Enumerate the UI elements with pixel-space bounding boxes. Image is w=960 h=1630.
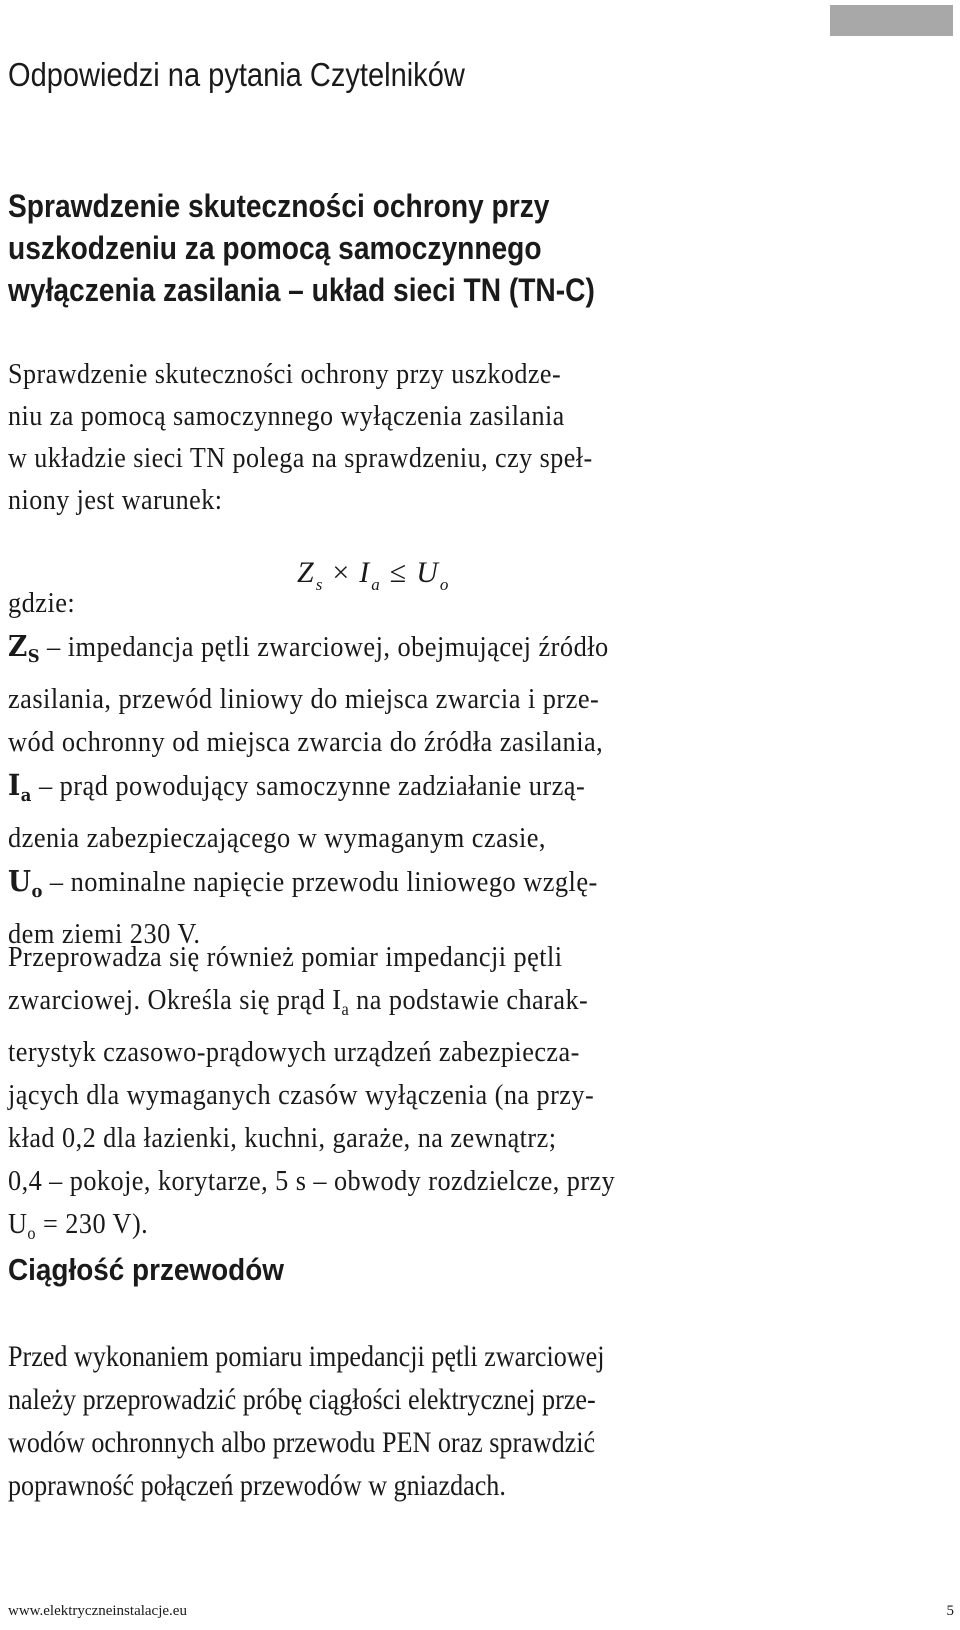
formula-u-sub: o — [439, 575, 449, 594]
definition-line: wód ochronny od miejsca zwarcia do źródła zasilania, — [8, 726, 604, 758]
article-title-line: wyłączenia zasilania – układ sieci TN (TN-C) — [8, 272, 595, 308]
article-title-line: Sprawdzenie skuteczności ochrony przy — [8, 188, 550, 224]
article-title — [8, 185, 888, 311]
article-title-line: uszkodzeniu za pomocą samoczynnego — [8, 230, 542, 266]
measurement-line: kład 0,2 dla łazienki, kuchni, garaże, na zewnątrz; — [8, 1122, 557, 1154]
intro-line: Sprawdzenie skuteczności ochrony przy uszkodze- — [8, 358, 562, 390]
definition-line: zasilania, przewód liniowy do miejsca zwarcia i prze- — [8, 683, 600, 715]
section-header: Odpowiedzi na pytania Czytelników — [8, 56, 465, 93]
definition-zs: $Z_S$ – impedancja pętli zwarciowej, obejmującej źródło — [8, 629, 609, 667]
footer-url: www.elektryczneinstalacje.eu — [8, 1603, 187, 1619]
formula-i-sub: a — [371, 575, 380, 594]
measurement-line: Przeprowadza się również pomiar impedancji pętli — [8, 941, 563, 973]
formula-i: I — [359, 556, 370, 589]
formula-z-sub: s — [315, 575, 323, 594]
continuity-line: należy przeprowadzić próbę ciągłości elektrycznej prze- — [8, 1383, 596, 1416]
where-label: gdzie: — [8, 587, 76, 619]
formula-z: Z — [297, 556, 314, 589]
measurement-line: 0,4 – pokoje, korytarze, 5 s – obwody rozdzielcze, przy — [8, 1165, 616, 1197]
intro-line: w układzie sieci TN polega na sprawdzeniu, czy speł- — [8, 442, 593, 474]
definition-ia: $I_a$ – prąd powodujący samoczynne zadziałanie urzą- — [8, 768, 586, 806]
intro-paragraph — [8, 353, 960, 521]
symbol-uo: $U_o$ — [8, 864, 43, 902]
measurement-line: jących dla wymaganych czasów wyłączenia (na przy- — [8, 1079, 595, 1111]
intro-line: niony jest warunek: — [8, 484, 223, 516]
definition-uo: $U_o$ – nominalne napięcie przewodu liniowego wzglę- — [8, 864, 598, 902]
formula-leq-sign: ≤ — [389, 556, 407, 589]
symbol-ia: $I_a$ — [8, 768, 32, 806]
definitions-list — [8, 582, 960, 956]
page-number: 5 — [946, 1603, 954, 1619]
formula-u: U — [416, 556, 438, 589]
continuity-paragraph — [8, 1335, 960, 1507]
symbol-zs: $Z_S$ — [8, 629, 41, 667]
continuity-line: wodów ochronnych albo przewodu PEN oraz sprawdzić — [8, 1426, 596, 1459]
continuity-line: Przed wykonaniem pomiaru impedancji pętli zwarciowej — [8, 1340, 605, 1373]
measurement-line: terystyk czasowo-prądowych urządzeń zabezpiecza- — [8, 1036, 580, 1068]
formula-times-sign: × — [332, 556, 350, 589]
continuity-section-title: Ciągłość przewodów — [8, 1252, 284, 1287]
definition-line: dem ziemi 230 V. — [8, 918, 201, 950]
page-tab-marker — [830, 5, 953, 36]
intro-line: niu za pomocą samoczynnego wyłączenia zasilania — [8, 400, 565, 432]
continuity-line: poprawność połączeń przewodów w gniazdach. — [8, 1469, 506, 1502]
measurement-line: zwarciowej. Określa się prąd $I_a$ na podstawie charak- — [8, 984, 589, 1019]
definition-line: dzenia zabezpieczającego w wymaganym czasie, — [8, 822, 546, 854]
measurement-paragraph — [8, 936, 960, 1255]
measurement-line: $U_o = 230$ V). — [8, 1208, 149, 1243]
